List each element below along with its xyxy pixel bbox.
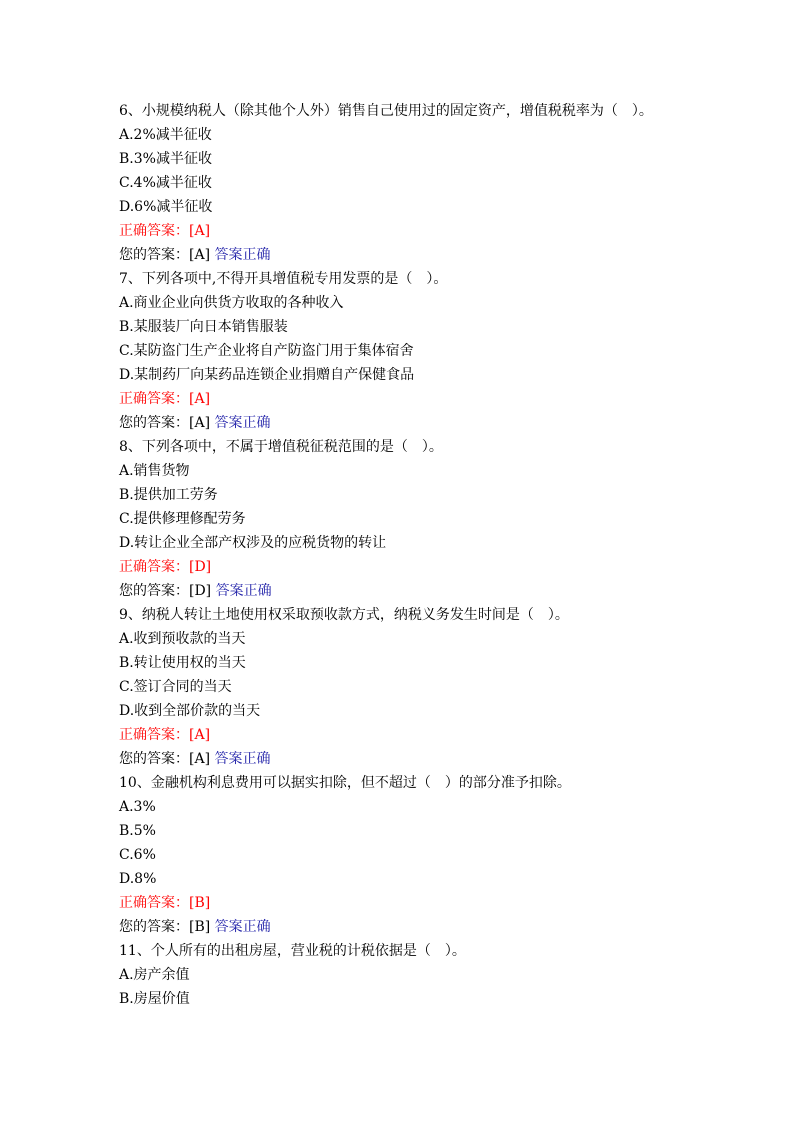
question-stem: 7、下列各项中,不得开具增值税专用发票的是（ ）。 — [119, 271, 448, 287]
your-answer-value: [A] — [189, 751, 211, 767]
question-stem: 9、纳税人转让土地使用权采取预收款方式，纳税义务发生时间是（ ）。 — [119, 607, 569, 623]
correct-answer-line — [119, 891, 759, 915]
answer-option: D.8% — [119, 871, 157, 887]
answer-option: A.房产余值 — [119, 967, 190, 983]
answer-option: C.6% — [119, 847, 156, 863]
question-stem: 8、下列各项中，不属于增值税征税范围的是（ ）。 — [119, 439, 443, 455]
your-answer-line — [119, 243, 759, 267]
correct-answer-label: 正确答案： — [119, 895, 189, 911]
your-answer-line — [119, 747, 759, 771]
correct-answer-label: 正确答案： — [119, 559, 189, 575]
your-answer-label: 您的答案： — [119, 415, 189, 431]
question-stem: 11、个人所有的出租房屋，营业税的计税依据是（ ）。 — [119, 943, 466, 959]
answer-option: A.销售货物 — [119, 463, 190, 479]
answer-verdict: 答案正确 — [214, 751, 271, 767]
answer-verdict: 答案正确 — [214, 919, 271, 935]
answer-option: B.5% — [119, 823, 156, 839]
your-answer-value: [A] — [189, 415, 211, 431]
answer-option: B.房屋价值 — [119, 991, 190, 1007]
your-answer-label: 您的答案： — [119, 751, 189, 767]
answer-option: C.某防盗门生产企业将自产防盗门用于集体宿舍 — [119, 343, 414, 359]
answer-option: D.转让企业全部产权涉及的应税货物的转让 — [119, 535, 387, 551]
correct-answer-line — [119, 387, 759, 411]
your-answer-line — [119, 411, 759, 435]
answer-verdict: 答案正确 — [214, 415, 271, 431]
answer-option: C.提供修理修配劳务 — [119, 511, 246, 527]
answer-option: A.3% — [119, 799, 156, 815]
your-answer-value: [D] — [189, 583, 212, 599]
answer-option: B.3%减半征收 — [119, 151, 212, 167]
question-block — [119, 267, 759, 435]
correct-answer-line — [119, 555, 759, 579]
correct-answer-value: [D] — [189, 559, 212, 575]
your-answer-label: 您的答案： — [119, 247, 189, 263]
your-answer-label: 您的答案： — [119, 583, 189, 599]
correct-answer-label: 正确答案： — [119, 727, 189, 743]
question-block — [119, 603, 759, 771]
answer-option: C.签订合同的当天 — [119, 679, 232, 695]
question-block — [119, 435, 759, 603]
answer-option: C.4%减半征收 — [119, 175, 212, 191]
your-answer-value: [A] — [189, 247, 211, 263]
correct-answer-value: [B] — [189, 895, 211, 911]
question-block — [119, 939, 759, 1011]
correct-answer-line — [119, 219, 759, 243]
answer-option: D.收到全部价款的当天 — [119, 703, 261, 719]
answer-option: D.6%减半征收 — [119, 199, 213, 215]
your-answer-line — [119, 579, 759, 603]
answer-option: A.收到预收款的当天 — [119, 631, 246, 647]
document-body — [119, 99, 759, 1011]
question-stem: 6、小规模纳税人（除其他个人外）销售自己使用过的固定资产，增值税税率为（ ）。 — [119, 103, 653, 119]
correct-answer-line — [119, 723, 759, 747]
answer-option: D.某制药厂向某药品连锁企业捐赠自产保健食品 — [119, 367, 415, 383]
answer-verdict: 答案正确 — [215, 583, 272, 599]
correct-answer-value: [A] — [189, 727, 211, 743]
answer-option: B.某服装厂向日本销售服装 — [119, 319, 288, 335]
question-block — [119, 99, 759, 267]
answer-option: B.转让使用权的当天 — [119, 655, 246, 671]
your-answer-value: [B] — [189, 919, 211, 935]
correct-answer-value: [A] — [189, 391, 211, 407]
your-answer-label: 您的答案： — [119, 919, 189, 935]
question-stem: 10、金融机构利息费用可以据实扣除，但不超过（ ）的部分准予扣除。 — [119, 775, 571, 791]
correct-answer-label: 正确答案： — [119, 223, 189, 239]
answer-option: A.商业企业向供货方收取的各种收入 — [119, 295, 344, 311]
correct-answer-value: [A] — [189, 223, 211, 239]
answer-option: A.2%减半征收 — [119, 127, 212, 143]
question-block — [119, 771, 759, 939]
answer-verdict: 答案正确 — [214, 247, 271, 263]
answer-option: B.提供加工劳务 — [119, 487, 218, 503]
your-answer-line — [119, 915, 759, 939]
correct-answer-label: 正确答案： — [119, 391, 189, 407]
